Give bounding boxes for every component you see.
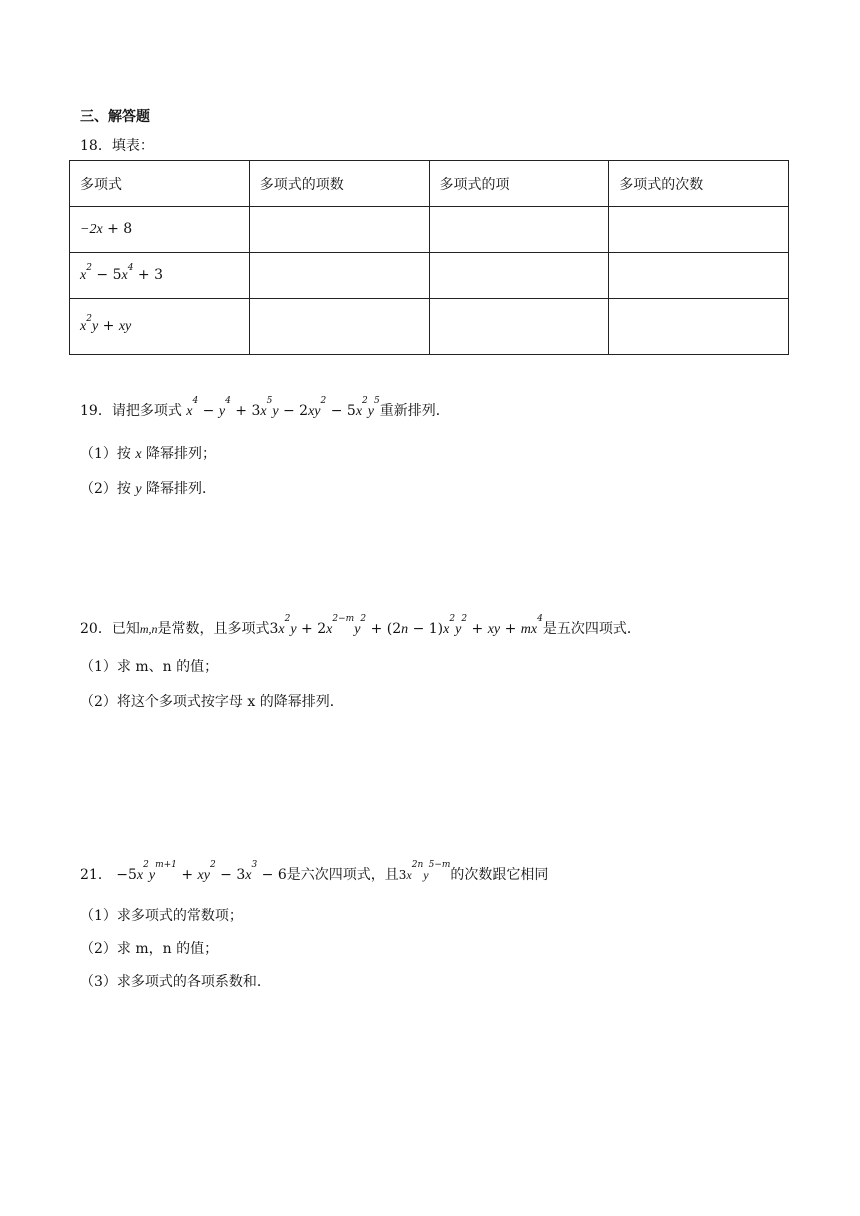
polynomial-cell-1: −2x + 8 bbox=[70, 207, 250, 253]
question-20-part-2: （2）将这个多项式按字母 x 的降幂排列． bbox=[80, 694, 344, 710]
question-21-suffix: 的次数跟它相同 bbox=[450, 867, 549, 883]
question-21-part-3: （3）求多项式的各项系数和． bbox=[80, 974, 271, 990]
table-header-cell: 多项式的项数 bbox=[249, 161, 429, 207]
blank-cell[interactable] bbox=[249, 253, 429, 299]
table-header-cell: 多项式的次数 bbox=[609, 161, 789, 207]
question-number: 20． bbox=[80, 621, 112, 637]
question-21-monomial: $3x^{2n}y^{5-m}$ bbox=[398, 860, 451, 882]
table-header-cell: 多项式 bbox=[70, 161, 250, 207]
blank-cell[interactable] bbox=[249, 207, 429, 253]
section-title: 三、解答题 bbox=[80, 109, 150, 125]
question-19-prefix: 请把多项式 bbox=[111, 403, 182, 419]
question-19-suffix: 重新排列． bbox=[379, 403, 450, 419]
question-21-formula: $-5x^2y^{m+1} + xy^2 - 3x^3 - 6$ bbox=[116, 860, 287, 883]
question-20-middle: 是常数，且多项式 bbox=[157, 621, 270, 637]
polynomial-table bbox=[69, 160, 789, 355]
table-row bbox=[70, 253, 789, 299]
question-21-middle: 是六次四项式，且 bbox=[286, 867, 399, 883]
variable: y bbox=[135, 482, 142, 497]
table-header-cell: 多项式的项 bbox=[429, 161, 609, 207]
question-number: 19． bbox=[80, 403, 112, 419]
blank-cell[interactable] bbox=[609, 299, 789, 355]
part-label: （2）按 bbox=[80, 481, 131, 497]
variables: m,n bbox=[139, 622, 158, 636]
blank-cell[interactable] bbox=[249, 299, 429, 355]
question-21-part-2: （2）求 m，n 的值； bbox=[80, 941, 219, 957]
blank-cell[interactable] bbox=[609, 253, 789, 299]
question-19 bbox=[80, 396, 450, 420]
question-20-prefix: 已知 bbox=[111, 621, 140, 637]
question-20 bbox=[80, 614, 641, 638]
part-label: （1）按 bbox=[80, 446, 131, 462]
question-19-formula: $x^4 - y^4 + 3x^5y - 2xy^2 - 5x^2y^5$ bbox=[186, 396, 380, 419]
blank-cell[interactable] bbox=[429, 207, 609, 253]
part-text: 降幂排列； bbox=[146, 446, 217, 462]
blank-cell[interactable] bbox=[429, 253, 609, 299]
question-20-part-1: （1）求 m、n 的值； bbox=[80, 659, 219, 675]
polynomial-cell-2: $x^2 - 5x^4 + 3$ bbox=[70, 253, 250, 299]
question-18-text: 18．填表： bbox=[80, 138, 154, 154]
variable: x bbox=[135, 447, 142, 462]
blank-cell[interactable] bbox=[609, 207, 789, 253]
question-21 bbox=[80, 860, 549, 884]
part-text: 降幂排列． bbox=[146, 481, 217, 497]
polynomial-cell-3: $x^2y$ + xy bbox=[70, 299, 250, 355]
question-20-suffix: 是五次四项式． bbox=[542, 621, 641, 637]
blank-cell[interactable] bbox=[429, 299, 609, 355]
question-21-part-1: （1）求多项式的常数项； bbox=[80, 908, 243, 924]
table-header-row bbox=[70, 161, 789, 207]
question-19-part-1 bbox=[80, 443, 216, 463]
table-row bbox=[70, 207, 789, 253]
question-20-formula: $3x^2y + 2x^{2-m}y^2 + (2n - 1)x^2y^2$ + xy + $mx^4$ bbox=[269, 614, 543, 637]
question-number: 21． bbox=[80, 867, 112, 883]
question-19-part-2 bbox=[80, 478, 216, 498]
table-row bbox=[70, 299, 789, 355]
